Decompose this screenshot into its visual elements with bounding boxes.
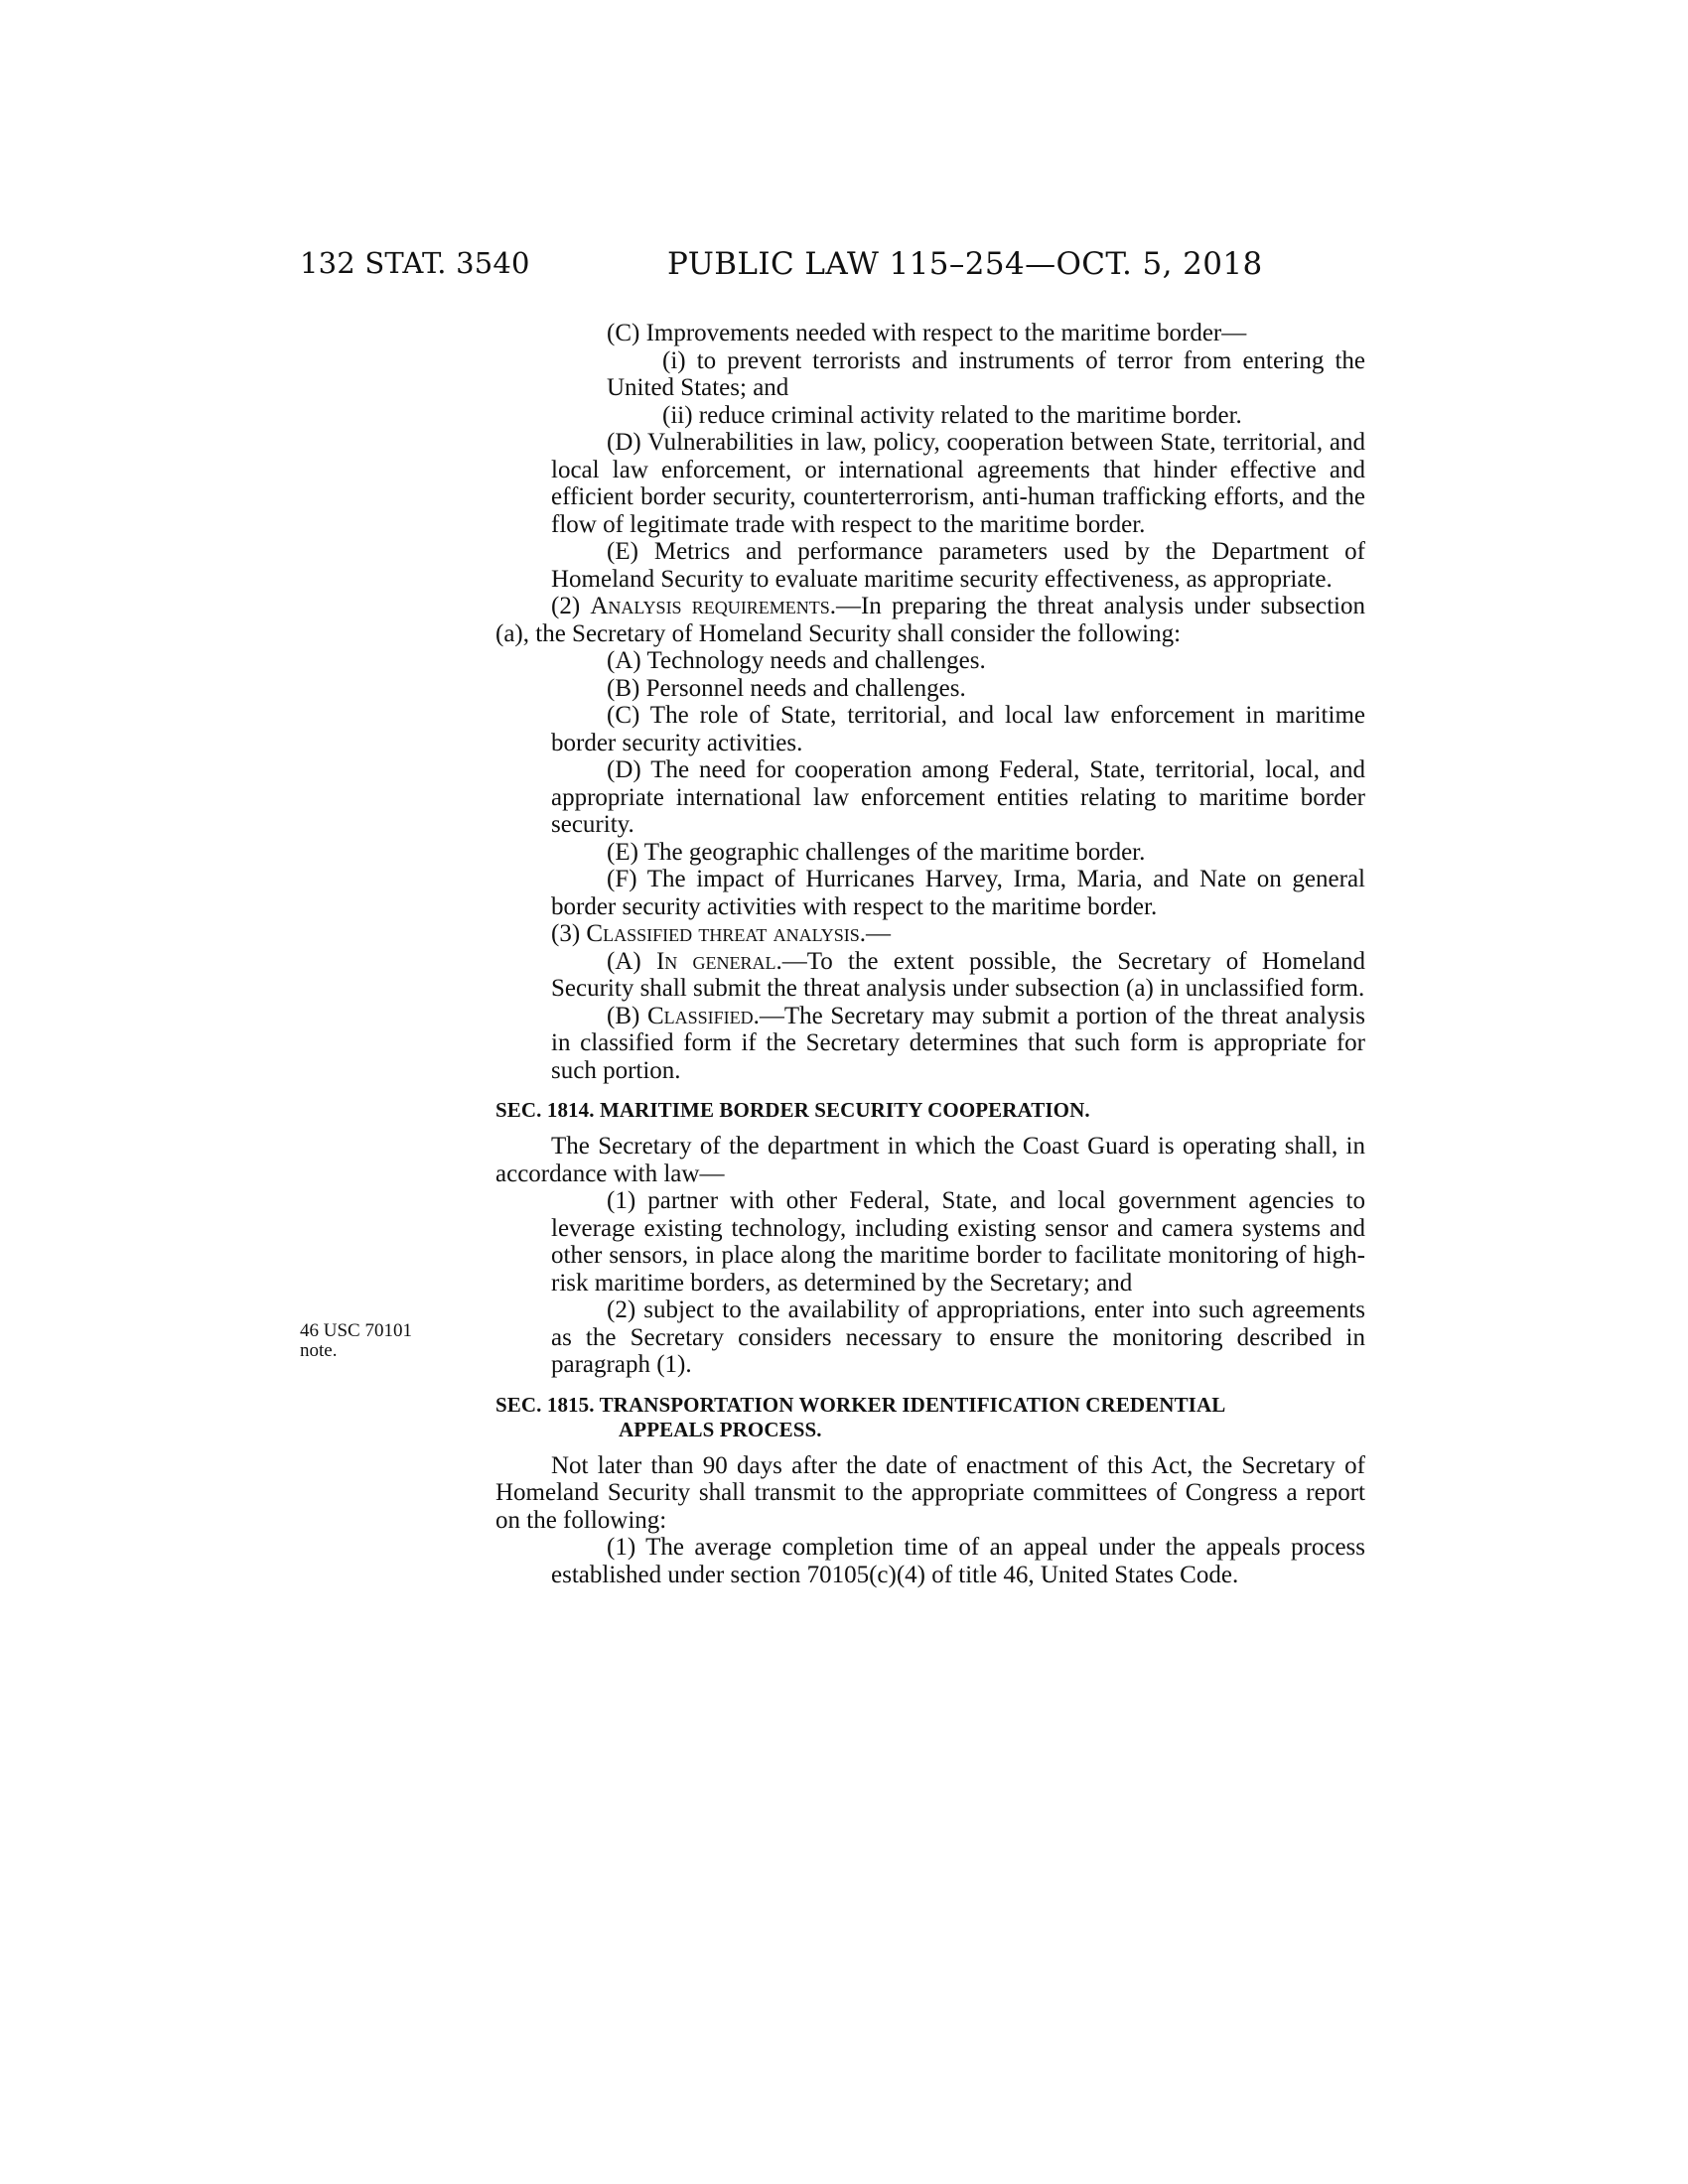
paragraph-e: (E) Metrics and performance parameters used by the Department of Homeland Security to evaluate maritime security effectiveness, as appropriate. <box>551 538 1365 593</box>
running-title: PUBLIC LAW 115–254—OCT. 5, 2018 <box>667 246 1263 282</box>
paragraph-3a-number: (A) <box>607 947 656 975</box>
section-1814-item-2: (2) subject to the availability of appropriations, enter into such agreements as the Secretary considers necessary to ensure the monitoring described in paragraph (1). <box>551 1297 1365 1378</box>
section-1815-heading-line-1: SEC. 1815. TRANSPORTATION WORKER IDENTIFICATION CREDENTIAL <box>495 1392 1226 1417</box>
paragraph-3b-number: (B) <box>607 1002 647 1029</box>
paragraph-2-number: (2) <box>551 593 591 619</box>
paragraph-2a: (A) Technology needs and challenges. <box>607 647 986 674</box>
paragraph-3b-text: —The Secretary may submit a portion of the threat analysis in classified form if the Secretary determines that such form is appropriate for such portion. <box>551 1002 1365 1084</box>
margin-note-line-2: note. <box>300 1340 338 1361</box>
paragraph-2c: (C) The role of State, territorial, and local law enforcement in maritime border security activities. <box>551 702 1365 756</box>
paragraph-2-text: —In preparing the threat analysis under subsection (a), the Secretary of Homeland Security shall consider the following: <box>495 593 1365 647</box>
section-1815-intro: Not later than 90 days after the date of enactment of this Act, the Secretary of Homeland Security shall transmit to the appropriate committees of Congress a report on the following: <box>495 1451 1365 1534</box>
paragraph-3-caption: Classified threat analysis. <box>586 920 867 947</box>
statute-citation: 132 STAT. 3540 <box>300 246 530 280</box>
paragraph-d: (D) Vulnerabilities in law, policy, cooperation between State, territorial, and local law enforcement, or international agreements that hinder effective and efficient border security, counterterrorism, anti-human trafficking efforts, and the flow of legitimate trade with respect to the maritime border. <box>551 429 1365 538</box>
document-body <box>495 320 1365 1588</box>
paragraph-2e: (E) The geographic challenges of the maritime border. <box>607 838 1146 866</box>
paragraph-2f: (F) The impact of Hurricanes Harvey, Irma, Maria, and Nate on general border security activities with respect to the maritime border. <box>551 866 1365 920</box>
paragraph-2 <box>495 593 1365 647</box>
paragraph-2b: (B) Personnel needs and challenges. <box>607 674 966 702</box>
section-1814-intro: The Secretary of the department in which the Coast Guard is operating shall, in accordance with law— <box>495 1133 1365 1187</box>
section-1815-item-1: (1) The average completion time of an appeal under the appeals process established under section 70105(c)(4) of title 46, United States Code. <box>551 1534 1365 1588</box>
paragraph-3-number: (3) <box>551 920 587 947</box>
paragraph-c: (C) Improvements needed with respect to the maritime border— <box>607 320 1247 346</box>
paragraph-c-i: (i) to prevent terrorists and instruments of terror from entering the United States; and <box>607 346 1365 401</box>
paragraph-3a-caption: In general. <box>655 947 782 975</box>
paragraph-3-text: — <box>866 920 892 947</box>
paragraph-3b-caption: Classified. <box>646 1002 760 1029</box>
section-1815-heading <box>495 1393 1365 1442</box>
margin-note <box>300 1321 459 1361</box>
paragraph-2-caption: Analysis requirements. <box>590 593 836 619</box>
page-header <box>0 246 1688 296</box>
section-1814-heading: SEC. 1814. MARITIME BORDER SECURITY COOPERATION. <box>495 1098 1090 1122</box>
paragraph-c-ii: (ii) reduce criminal activity related to the maritime border. <box>662 401 1242 429</box>
section-1815-heading-line-2: APPEALS PROCESS. <box>619 1417 822 1441</box>
paragraph-3b <box>551 1003 1365 1085</box>
paragraph-2d: (D) The need for cooperation among Federal, State, territorial, local, and appropriate international law enforcement entities relating to maritime border security. <box>551 756 1365 838</box>
paragraph-3 <box>495 920 1365 948</box>
section-1814-item-1: (1) partner with other Federal, State, and local government agencies to leverage existing technology, including existing sensor and camera systems and other sensors, in place along the maritime border to facilitate monitoring of high-risk maritime borders, as determined by the Secretary; and <box>551 1187 1365 1297</box>
margin-note-line-1: 46 USC 70101 <box>300 1320 412 1341</box>
paragraph-3a-text: —To the extent possible, the Secretary of Homeland Security shall submit the threat analysis under subsection (a) in unclassified form. <box>551 947 1365 1002</box>
paragraph-3a <box>551 948 1365 1003</box>
